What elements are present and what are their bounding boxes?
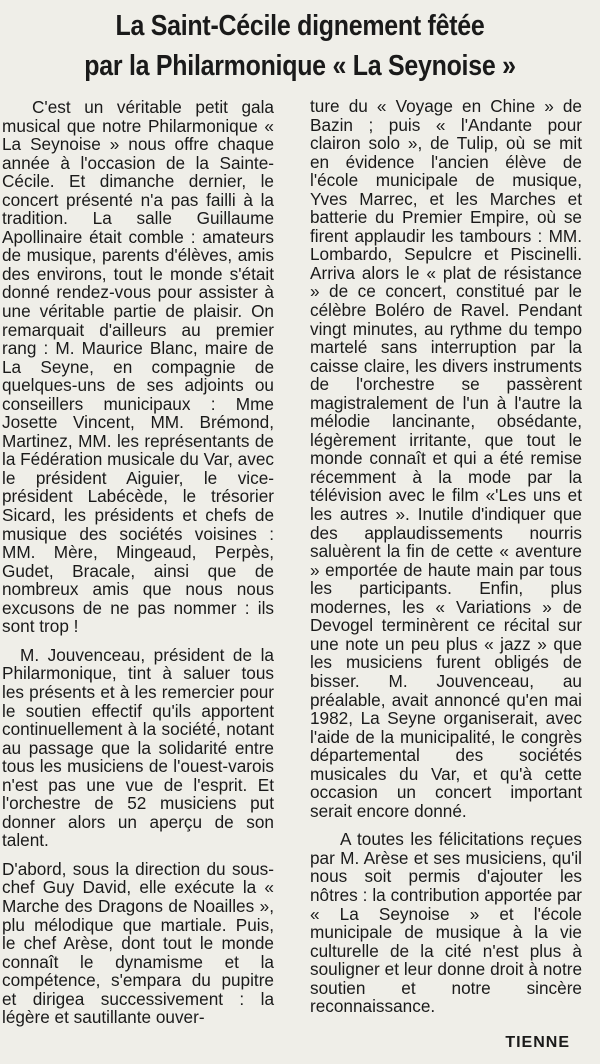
article-headline <box>42 6 558 86</box>
headline-line-2: par la Philarmonique « La Seynoise » <box>84 50 516 82</box>
left-paragraph-3: D'abord, sous la direction du sous-chef Guy David, elle exécute la « Marche des Dragons de Noailles », plu mélodique que martiale. Puis, le chef Arèse, dont tout le monde connaît le dynamisme et la compétence, s'empara du pupitre et dirigea successivement : la légère et sautillante ouver- <box>2 858 274 1028</box>
right-paragraph-1: ture du « Voyage en Chine » de Bazin ; puis « l'Andante pour clairon solo », de Tulip, où se mit en évidence l'ancien élève de l'école municipale de musique, Yves Marrec, et les Marches et batterie du Premier Empire, où se firent applaudir les tambours : MM. Lombardo, Sepulcre et Piscinelli. Arriva alors le « plat de résistance » de ce concert, constitué par le célèbre Boléro de Ravel. Pendant vingt minutes, au rythme du tempo martelé sans interruption par la caisse claire, les divers instruments de l'orchestre se passèrent magistralement de l'un à l'autre la mélodie lancinante, obsédante, légèrement irritante, que tout le monde connaît et qui a été remise récemment à la mode par la télévision avec le film «'Les uns et les autres ». Inutile d'indiquer que des applaudissements nourris saluèrent la fin de cette « aventure » emportée de haute main par tous les participants. Enfin, plus modernes, les « Variations » de Devogel terminèrent ce récital sur une note un peu plus « jazz » que les musiciens furent obligés de bisser. M. Jouvenceau, au préalable, avait annoncé qu'en mai 1982, La Seyne organiserait, avec l'aide de la municipalité, le congrès départemental des sociétés musicales du Var, et qu'à cette occasion un concert important serait encore donné. <box>310 96 582 821</box>
left-paragraph-2: M. Jouvenceau, président de la Philarmonique, tint à saluer tous les présents et à les remercier pour le soutien effectif qu'ils apportent continuellement à la société, notant au passage que la solidarité entre tous les musiciens de l'ouest-varois n'est pas une vue de l'esprit. Et l'orchestre de 52 musiciens put donner alors un aperçu de son talent. <box>2 644 274 851</box>
right-column <box>310 97 582 1016</box>
left-column <box>2 98 274 1027</box>
author-signature: TIENNE <box>505 1034 570 1051</box>
left-paragraph-1: C'est un véritable petit gala musical que notre Philarmonique « La Seynoise » nous offre chaque année à l'occasion de la Sainte-Cécile. Et dimanche dernier, le concert présenté n'a pas failli à la tradition. La salle Guillaume Apollinaire était comble : amateurs de musique, parents d'élèves, amis des environs, tout le monde s'était donné rendez-vous pour assister à une véritable partie de plaisir. On remarquait d'ailleurs au premier rang : M. Maurice Blanc, maire de La Seyne, en compagnie de quelques-uns de ses adjoints ou conseillers municipaux : Mme Josette Vincent, MM. Brémond, Martinez, MM. les représentants de la Fédération musicale du Var, avec le président Aiguier, le vice-président Labécède, le trésorier Sicard, les présidents et chefs de musique des sociétés voisines : MM. Mère, Mingeaud, Perpès, Gudet, Bracale, ainsi que de nombreux amis que nous nous excusons de ne pas nommer : ils sont trop ! <box>2 97 274 637</box>
headline-line-1: La Saint-Cécile dignement fêtée <box>115 10 485 42</box>
right-paragraph-2: A toutes les félicitations reçues par M. Arèse et ses musiciens, qu'il nous soit permis d'ajouter les nôtres : la contribution apportée par « La Seynoise » et l'école municipale de musique à la vie culturelle de la cité n'est plus à souligner et leur donne droit à notre soutien et notre sincère reconnaissance. <box>310 829 582 1017</box>
